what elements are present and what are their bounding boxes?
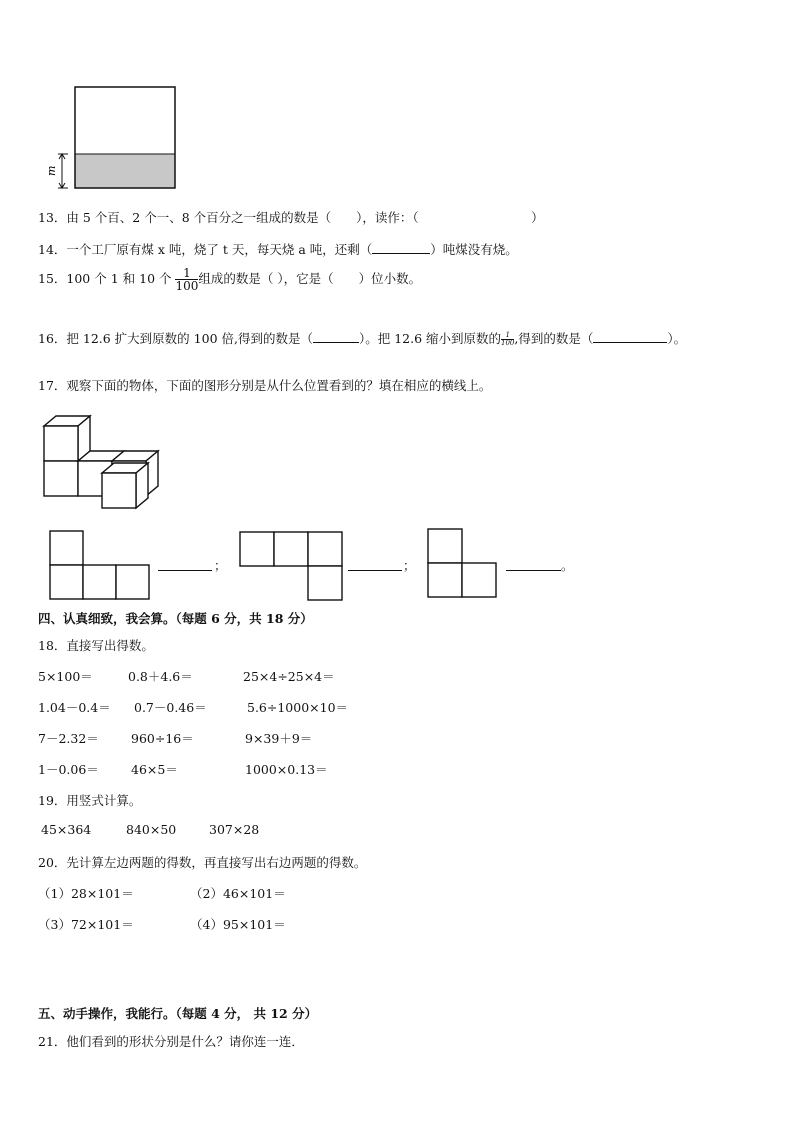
view-1-separator: ；	[214, 558, 227, 573]
question-14	[38, 240, 518, 258]
q18-r2c1: 1.04－0.4＝	[38, 700, 111, 715]
q18-r3c3: 9×39＋9＝	[245, 731, 313, 746]
question-15	[38, 267, 421, 292]
q18-r4c3: 1000×0.13＝	[245, 762, 328, 777]
q16-blank-2[interactable]	[593, 342, 667, 343]
dimension-label: m	[45, 165, 58, 176]
q16-fraction	[501, 332, 514, 347]
shaded-water	[75, 154, 175, 188]
question-18-title: 18．直接写出得数。	[38, 638, 154, 653]
view-shape-1	[49, 530, 153, 602]
q15-fraction	[175, 267, 198, 292]
q14-text: 14．一个工厂原有煤 x 吨，烧了 t 天，每天烧 a 吨，还剩（	[38, 242, 373, 257]
q16-frac-den: 100	[501, 339, 515, 347]
q18-r1c3: 25×4÷25×4＝	[243, 669, 335, 684]
q19-item-3: 307×28	[209, 822, 260, 837]
view-shape-3	[427, 528, 499, 600]
question-16	[38, 329, 686, 347]
view-2-separator: ；	[403, 558, 416, 573]
q18-r1c1: 5×100＝	[38, 669, 93, 684]
view-3-end: 。	[561, 558, 574, 573]
question-13: 13．由 5 个百、2 个一、8 个百分之一组成的数是（ ），读作：（ ）	[38, 210, 544, 225]
question-21: 21．他们看到的形状分别是什么？请你连一连．	[38, 1034, 304, 1049]
view-shape-2	[239, 531, 345, 603]
cube-object-figure	[38, 413, 168, 505]
q18-r2c3: 5.6÷1000×10＝	[247, 700, 349, 715]
view-2-answer-blank[interactable]	[348, 556, 402, 571]
q18-r1c2: 0.8＋4.6＝	[128, 669, 193, 684]
q18-r3c2: 960÷16＝	[131, 731, 194, 746]
q15-before: 15．100 个 1 和 10 个	[38, 271, 172, 286]
q20-item-2: （2）46×101＝	[190, 886, 286, 901]
q20-item-1: （1）28×101＝	[38, 886, 134, 901]
question-17: 17．观察下面的物体，下面的图形分别是从什么位置看到的？填在相应的横线上。	[38, 378, 492, 393]
q16-part4: ）。	[667, 331, 687, 346]
q18-r4c2: 46×5＝	[131, 762, 178, 777]
q18-r2c2: 0.7－0.46＝	[134, 700, 207, 715]
q16-frac-num: 1	[501, 332, 514, 340]
section-4-heading: 四、认真细致，我会算。（每题 6 分，共 18 分）	[38, 611, 313, 626]
q20-item-3: （3）72×101＝	[38, 917, 134, 932]
q19-item-2: 840×50	[126, 822, 177, 837]
question-19-title: 19．用竖式计算。	[38, 793, 142, 808]
q16-part2: ）。把 12.6 缩小到原数的	[358, 331, 501, 346]
q18-r4c1: 1－0.06＝	[38, 762, 99, 777]
view-3-answer-blank[interactable]	[506, 556, 561, 571]
q14-text-after: ）吨煤没有烧。	[430, 242, 518, 257]
q15-frac-den: 100	[175, 279, 199, 293]
q16-blank-1[interactable]	[313, 342, 359, 343]
q18-r3c1: 7－2.32＝	[38, 731, 99, 746]
q14-answer-blank[interactable]	[372, 253, 430, 254]
q19-item-1: 45×364	[41, 822, 92, 837]
view-1-answer-blank[interactable]	[158, 556, 212, 571]
container-figure	[44, 84, 184, 194]
q16-part1: 16．把 12.6 扩大到原数的 100 倍,得到的数是（	[38, 331, 313, 346]
section-5-heading: 五、动手操作，我能行。（每题 4 分， 共 12 分）	[38, 1006, 318, 1021]
question-20-title: 20．先计算左边两题的得数，再直接写出右边两题的得数。	[38, 855, 367, 870]
q15-after: 组成的数是（ ），它是（ ）位小数。	[198, 271, 422, 286]
q15-frac-num: 1	[175, 267, 198, 280]
q20-item-4: （4）95×101＝	[190, 917, 286, 932]
q16-part3: ,得到的数是（	[514, 331, 594, 346]
